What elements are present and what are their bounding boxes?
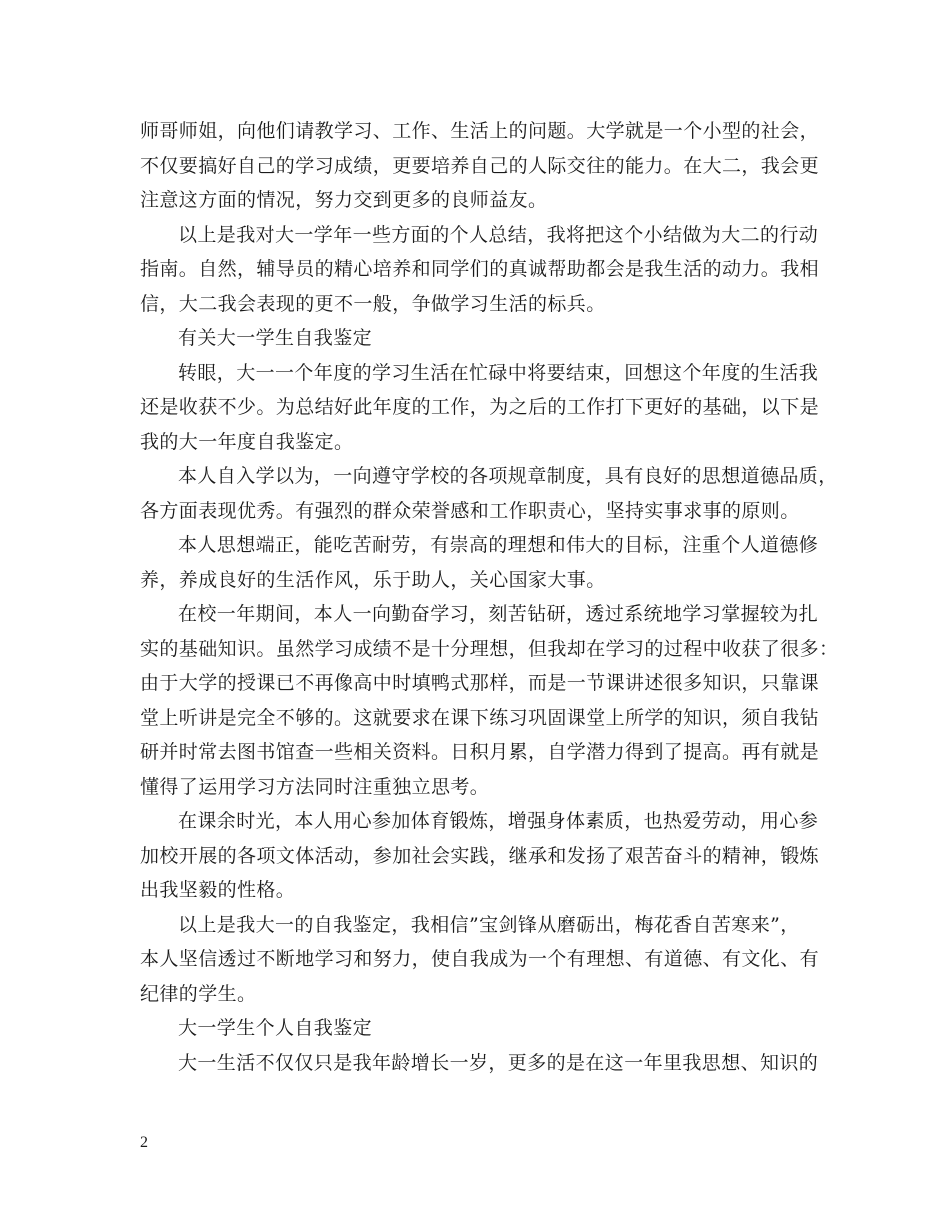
paragraph-first-line: 在课余时光，本人用心参加体育锻炼，增强身体素质，也热爱劳动，用心参 (178, 810, 819, 832)
text-line: 指南。自然，辅导员的精心培养和同学们的真诚帮助都会是我生活的动力。我相 (140, 258, 820, 280)
paragraph-first-line: 在校一年期间，本人一向勤奋学习，刻苦钻研，透过系统地学习掌握较为扎 (178, 603, 819, 625)
text-line: 出我坚毅的性格。 (140, 879, 296, 901)
text-line: 实的基础知识。虽然学习成绩不是十分理想，但我却在学习的过程中收获了很多： (140, 637, 839, 660)
text-line: 注意这方面的情况，努力交到更多的良师益友。 (140, 189, 548, 211)
paragraph-first-line: 大一学生个人自我鉴定 (178, 1017, 373, 1039)
text-line: 信，大二我会表现的更不一般，争做学习生活的标兵。 (140, 292, 606, 315)
paragraph-first-line: 以上是我对大一学年一些方面的个人总结，我将把这个小结做为大二的行动 (178, 223, 819, 246)
text-line: 研并时常去图书馆查一些相关资料。日积月累，自学潜力得到了提高。再有就是 (140, 741, 820, 763)
text-line: 还是收获不少。为总结好此年度的工作，为之后的工作打下更好的基础，以下是 (140, 396, 820, 418)
text-line: 我的大一年度自我鉴定。 (140, 430, 354, 453)
paragraph-first-line: 有关大一学生自我鉴定 (178, 327, 373, 349)
text-line: 纪律的学生。 (140, 982, 257, 1005)
paragraph-first-line: 以上是我大一的自我鉴定，我相信”宝剑锋从磨砺出，梅花香自苦寒来”， (178, 913, 800, 936)
paragraph-first-line: 本人自入学以为，一向遵守学校的各项规章制度，具有良好的思想道德品质， (178, 465, 838, 487)
text-line: 各方面表现优秀。有强烈的群众荣誉感和工作职责心，坚持实事求事的原则。 (140, 499, 800, 522)
paragraph-first-line: 本人思想端正，能吃苦耐劳，有崇高的理想和伟大的目标，注重个人道德修 (178, 534, 819, 556)
text-line: 由于大学的授课已不再像高中时填鸭式那样，而是一节课讲述很多知识，只靠课 (140, 672, 820, 694)
text-line: 养，养成良好的生活作风，乐于助人，关心国家大事。 (140, 568, 606, 591)
document-body (140, 114, 839, 1080)
text-line: 师哥师姐，向他们请教学习、工作、生活上的问题。大学就是一个小型的社会， (140, 120, 820, 142)
paragraph-first-line: 大一生活不仅仅只是我年龄增长一岁，更多的是在这一年里我思想、知识的 (178, 1051, 819, 1074)
text-line: 加校开展的各项文体活动，参加社会实践，继承和发扬了艰苦奋斗的精神，锻炼 (140, 844, 820, 867)
page-number: 2 (140, 1134, 148, 1151)
text-line: 懂得了运用学习方法同时注重独立思考。 (140, 775, 490, 798)
text-line: 本人坚信透过不断地学习和努力，使自我成为一个有理想、有道德、有文化、有 (140, 948, 820, 970)
text-line: 不仅要搞好自己的学习成绩，更要培养自己的人际交往的能力。在大二，我会更 (140, 154, 820, 177)
paragraph-first-line: 转眼，大一一个年度的学习生活在忙碌中将要结束，回想这个年度的生活我 (178, 361, 819, 384)
text-line: 堂上听讲是完全不够的。这就要求在课下练习巩固课堂上所学的知识，须自我钻 (140, 706, 820, 729)
